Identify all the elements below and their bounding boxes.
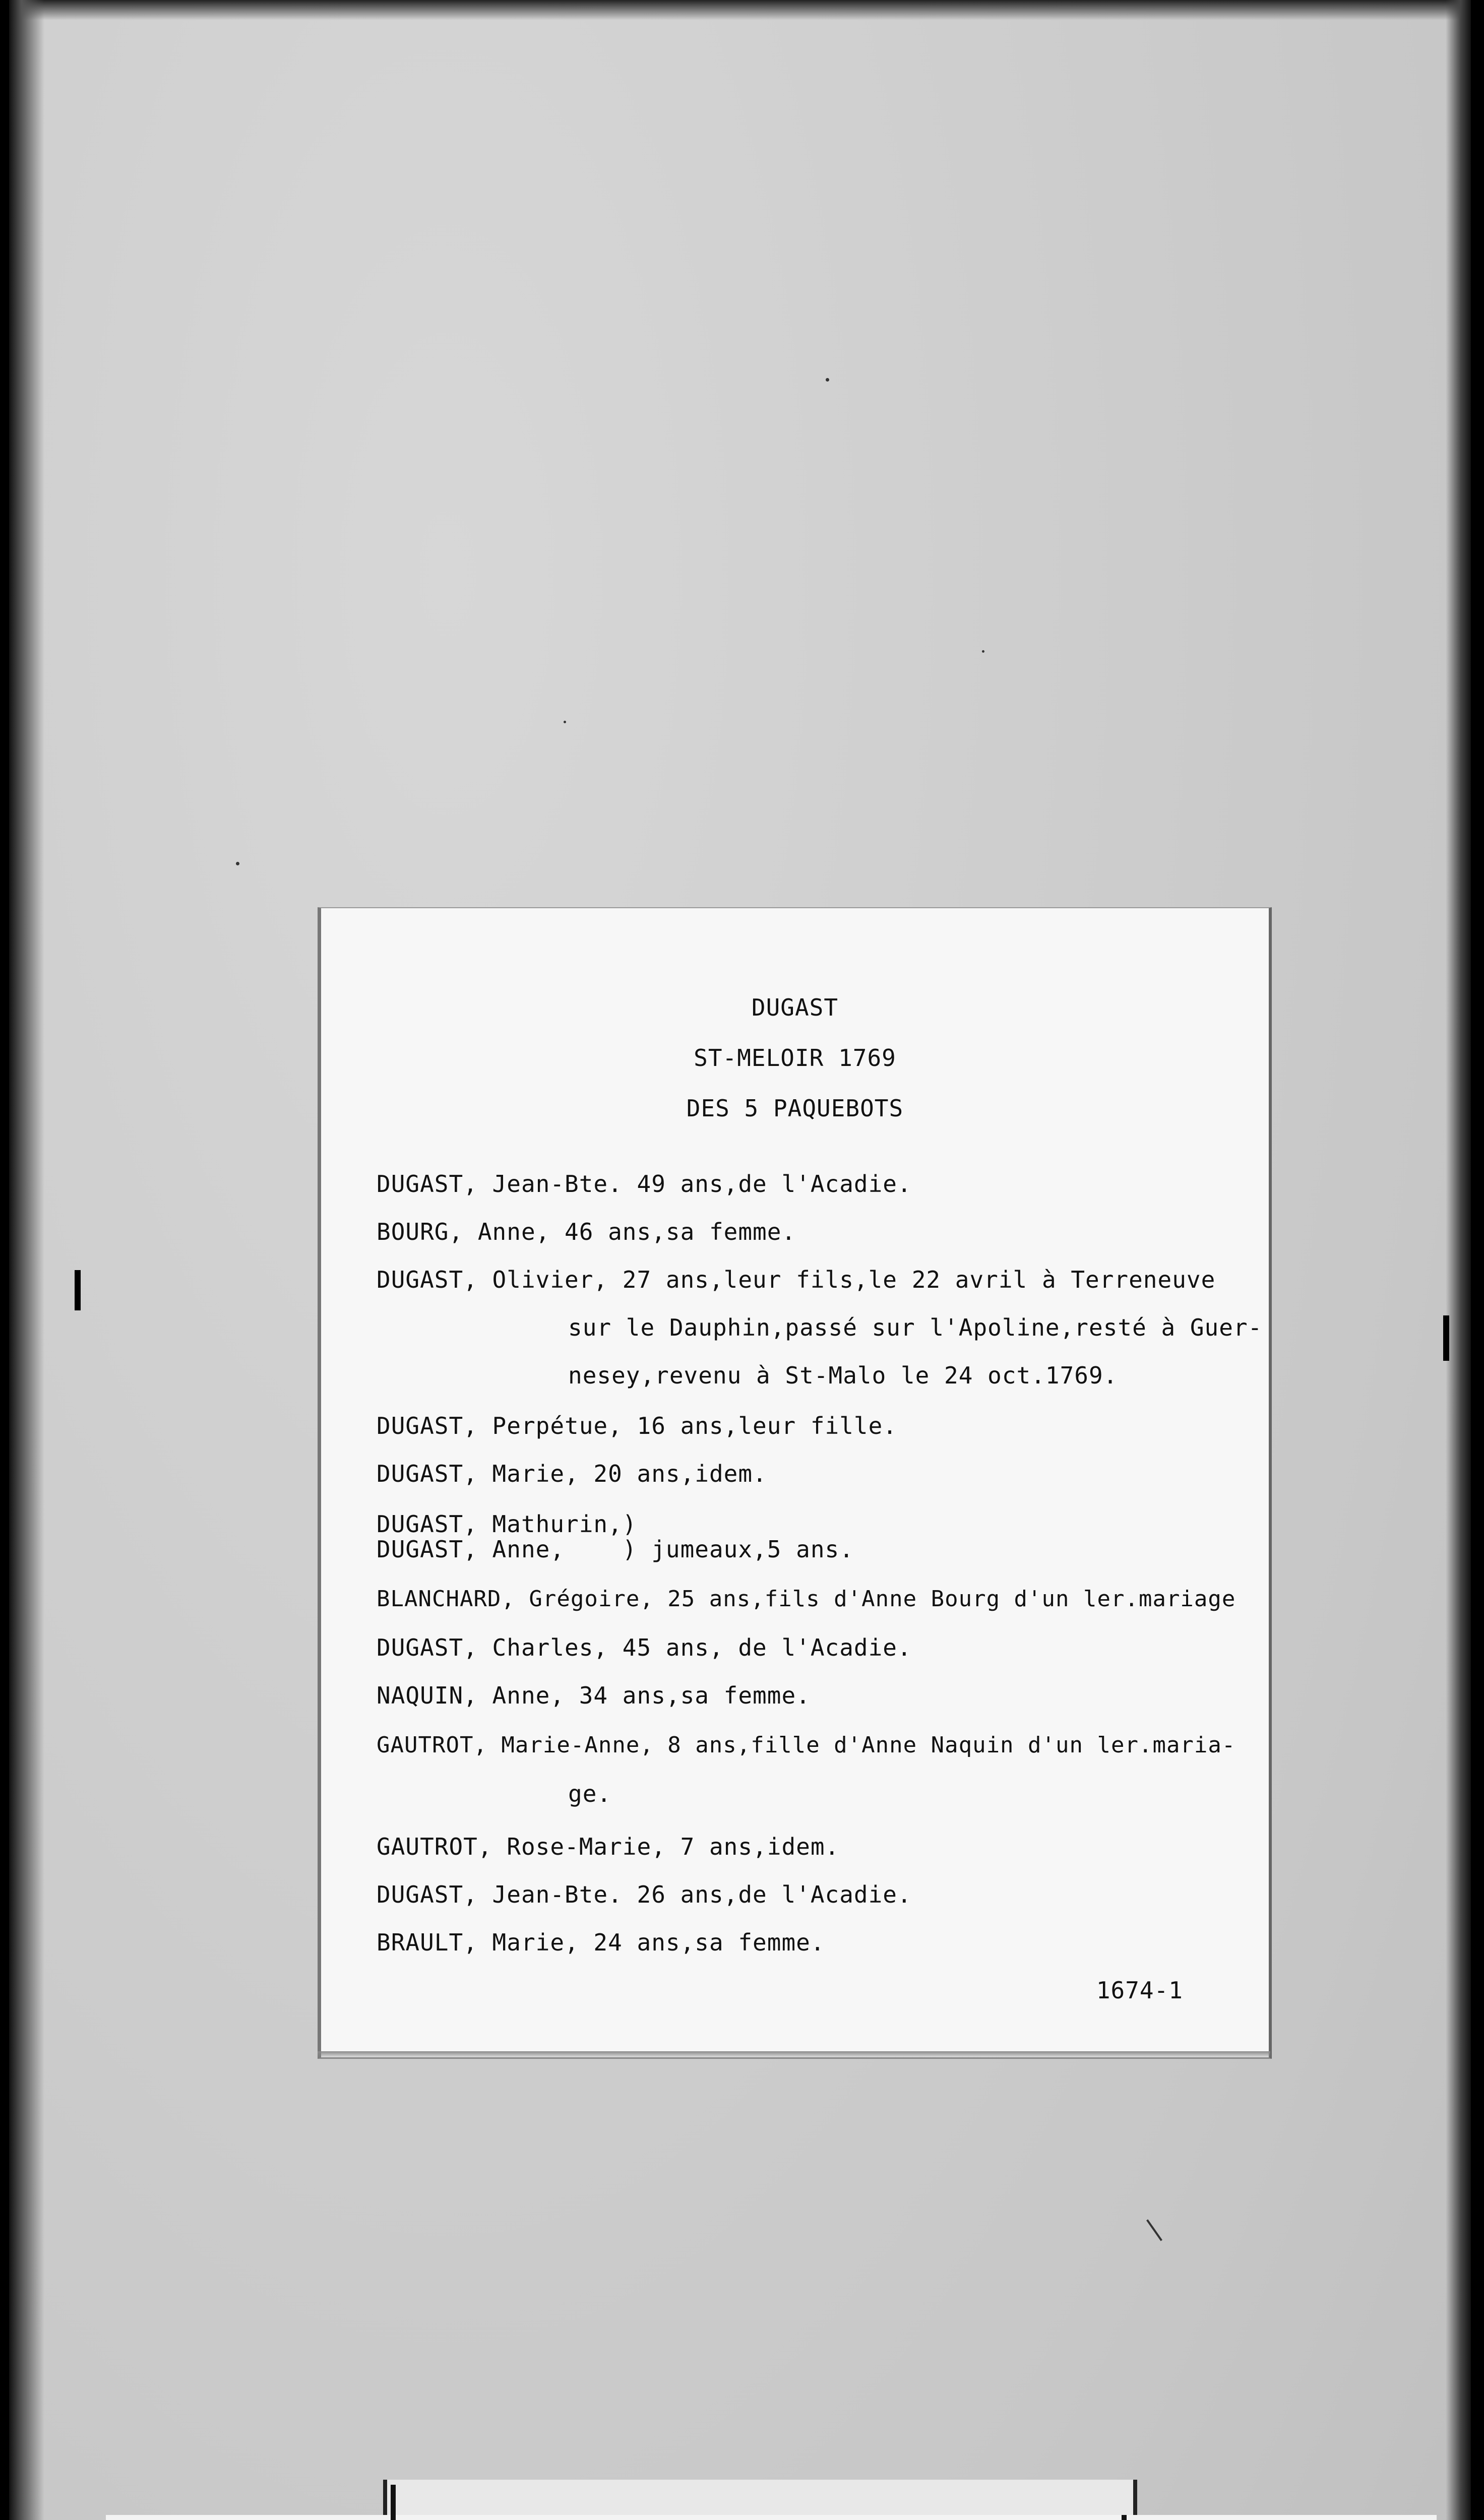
card-entry: DUGAST, Mathurin,) — [377, 1510, 637, 1538]
card-entry: BOURG, Anne, 46 ans,sa femme. — [377, 1218, 796, 1245]
archives-stamp — [106, 2515, 1437, 2520]
card-stub-behind-stamp — [383, 2480, 1137, 2520]
scratch-mark — [1443, 1315, 1449, 1361]
card-entry: GAUTROT, Rose-Marie, 7 ans,idem. — [377, 1833, 840, 1860]
card-number: 1674-1 — [1096, 1977, 1183, 2004]
film-edge-left — [9, 0, 44, 2520]
card-entry: BRAULT, Marie, 24 ans,sa femme. — [377, 1929, 825, 1956]
card-entry: ge. — [568, 1780, 612, 1807]
card-entry: DUGAST, Charles, 45 ans, de l'Acadie. — [377, 1634, 912, 1661]
dust-speck — [826, 378, 829, 382]
film-edge-right — [1446, 0, 1471, 2520]
dust-speck — [982, 650, 984, 653]
card-heading-ships: DES 5 PAQUEBOTS — [686, 1095, 904, 1122]
stub-edge-mark — [391, 2485, 396, 2520]
card-entry: DUGAST, Perpétue, 16 ans,leur fille. — [377, 1412, 897, 1439]
card-entry: GAUTROT, Marie-Anne, 8 ans,fille d'Anne Naquin d'un ler.maria- — [377, 1732, 1236, 1758]
scratch-mark — [1146, 2219, 1162, 2241]
card-heading-place: ST-MELOIR 1769 — [694, 1044, 896, 1072]
index-card — [318, 907, 1272, 2059]
card-entry: DUGAST, Anne, ) jumeaux,5 ans. — [377, 1536, 854, 1563]
card-entry: DUGAST, Jean-Bte. 49 ans,de l'Acadie. — [377, 1170, 912, 1198]
stub-edge-mark — [1122, 2515, 1127, 2520]
card-heading-surname: DUGAST — [751, 994, 839, 1021]
card-entry: sur le Dauphin,passé sur l'Apoline,resté à Guer- — [568, 1314, 1263, 1341]
card-entry: DUGAST, Marie, 20 ans,idem. — [377, 1460, 767, 1487]
scratch-mark — [75, 1270, 81, 1310]
card-shadow — [318, 2051, 1270, 2059]
dust-speck — [564, 721, 566, 723]
card-entry: NAQUIN, Anne, 34 ans,sa femme. — [377, 1682, 811, 1709]
card-entry: DUGAST, Olivier, 27 ans,leur fils,le 22 avril à Terreneuve — [377, 1266, 1216, 1293]
card-entry: DUGAST, Jean-Bte. 26 ans,de l'Acadie. — [377, 1881, 912, 1908]
card-entry: BLANCHARD, Grégoire, 25 ans,fils d'Anne Bourg d'un ler.mariage — [377, 1586, 1236, 1612]
film-edge-top — [9, 0, 1471, 20]
dust-speck — [236, 862, 239, 865]
card-entry: nesey,revenu à St-Malo le 24 oct.1769. — [568, 1362, 1118, 1389]
